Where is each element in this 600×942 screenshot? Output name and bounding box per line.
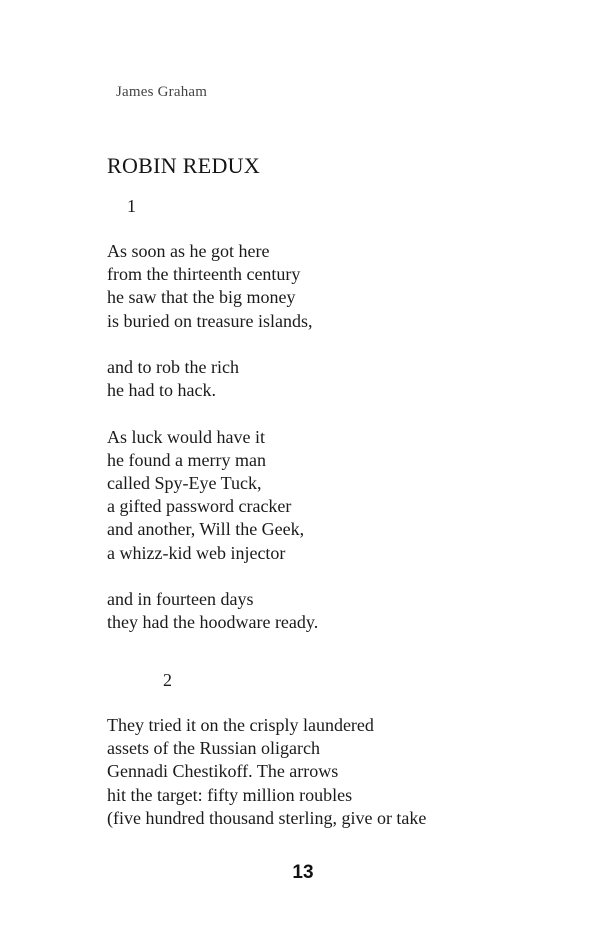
- section-number-1: 1: [127, 196, 136, 216]
- poem-line: he found a merry man: [107, 449, 266, 470]
- poem-line: hit the target: fifty million roubles: [107, 784, 353, 805]
- poem-line: they had the hoodware ready.: [107, 612, 319, 633]
- poem-line: As luck would have it: [107, 426, 265, 447]
- poem-section-2: [107, 714, 426, 830]
- poem-line: from the thirteenth century: [107, 264, 301, 285]
- poem-line: As soon as he got here: [107, 241, 270, 261]
- poem-line: and another, Will the Geek,: [107, 519, 305, 540]
- poem-line: a gifted password cracker: [107, 496, 292, 517]
- poem-line: he saw that the big money: [107, 287, 296, 308]
- poem-line: and to rob the rich: [107, 357, 239, 377]
- poem-line: he had to hack.: [107, 380, 216, 401]
- poem-line: assets of the Russian oligarch: [107, 738, 320, 759]
- stanza: [107, 714, 426, 830]
- poem-title: ROBIN REDUX: [107, 153, 261, 178]
- poem-line: a whizz-kid web injector: [107, 542, 286, 563]
- poem-line: and in fourteen days: [107, 589, 254, 609]
- poem-line: is buried on treasure islands,: [107, 310, 313, 331]
- stanza: [107, 426, 318, 565]
- poem-section-1: [107, 240, 318, 634]
- stanza: [107, 356, 318, 402]
- poem-line: (five hundred thousand sterling, give or take: [107, 807, 427, 828]
- stanza: [107, 588, 318, 634]
- poem-line: Gennadi Chestikoff. The arrows: [107, 761, 339, 782]
- stanza: [107, 240, 318, 333]
- poem-line: They tried it on the crisply laundered: [107, 715, 374, 735]
- section-number-2: 2: [163, 670, 172, 690]
- poem-line: called Spy-Eye Tuck,: [107, 473, 262, 493]
- running-header-author: James Graham: [116, 84, 208, 100]
- page-number: 13: [292, 862, 314, 883]
